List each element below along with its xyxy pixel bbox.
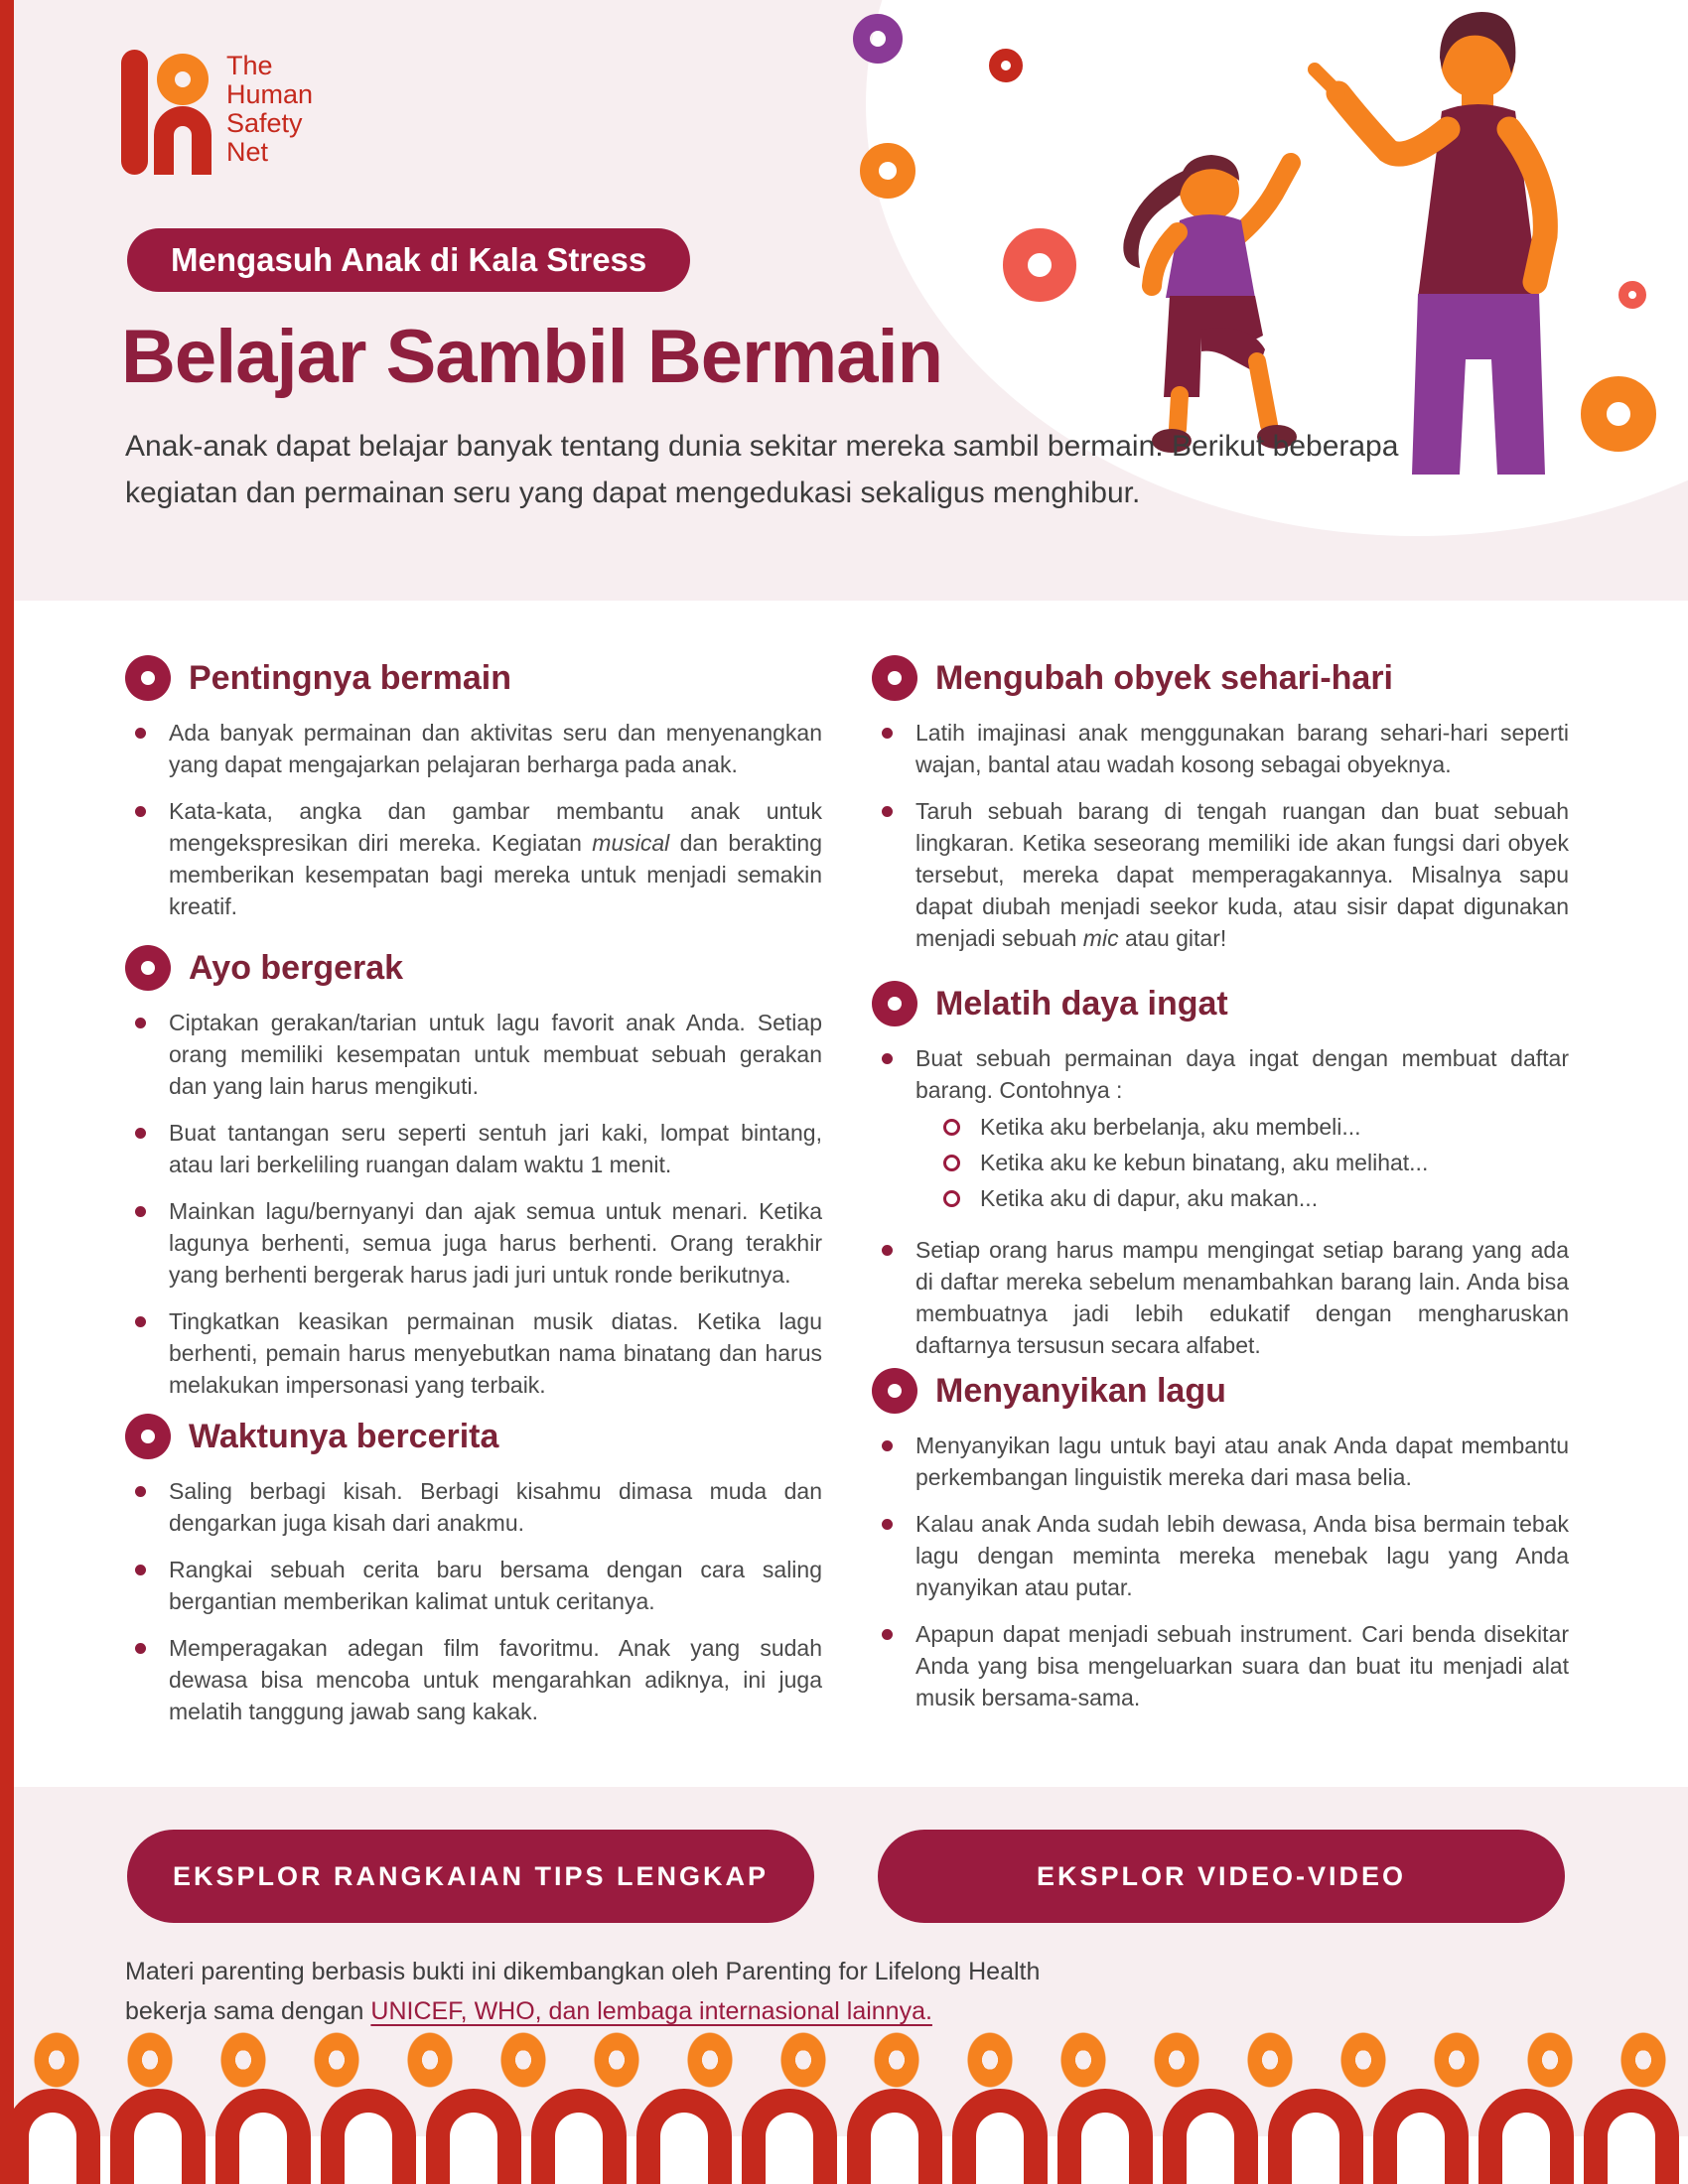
bullet-dot-icon [882, 1519, 893, 1530]
sub-bullet-text: Ketika aku berbelanja, aku membeli... [980, 1114, 1361, 1140]
bullet-item [872, 1234, 1569, 1361]
section-heading-row [872, 1368, 1569, 1414]
page-title: Belajar Sambil Bermain [121, 315, 943, 399]
bullet-dot-icon [135, 806, 146, 817]
section-heading: Menyanyikan lagu [935, 1371, 1226, 1410]
logo-wordmark [226, 50, 313, 167]
section-heading: Waktunya bercerita [189, 1417, 499, 1455]
credit-text [125, 1952, 1148, 2031]
child-figure [1123, 155, 1297, 453]
section-heading-row [872, 981, 1569, 1026]
donut-circle-icon [125, 945, 171, 991]
bullet-dot-icon [135, 1565, 146, 1575]
bullet-item [125, 1305, 822, 1401]
section-heading-row [872, 655, 1569, 701]
human-safety-net-h-icon [121, 50, 212, 175]
bullet-dot-icon [135, 1643, 146, 1654]
tip-section [872, 1368, 1569, 1728]
bullet-item [125, 795, 822, 922]
donut-decoration-orange-icon [860, 143, 915, 199]
bullet-item [125, 1117, 822, 1180]
bullet-text: Latih imajinasi anak menggunakan barang sehari-hari seperti wajan, bantal atau wadah kosong sebagai obyeknya. [915, 720, 1569, 777]
tip-section [125, 945, 822, 1416]
tip-section [872, 981, 1569, 1376]
credit-line2-prefix: bekerja sama dengan [125, 1997, 371, 2025]
logo-line: Safety [226, 108, 303, 138]
donut-circle-icon [872, 655, 917, 701]
adult-figure [1315, 12, 1545, 475]
bullet-dot-icon [882, 1629, 893, 1640]
bullet-dot-icon [882, 1245, 893, 1256]
section-heading: Pentingnya bermain [189, 658, 511, 697]
open-circle-icon [943, 1119, 960, 1136]
bullet-text: Ada banyak permainan dan aktivitas seru dan menyenangkan yang dapat mengajarkan pelajaran berharga pada anak. [169, 720, 822, 777]
bullet-text: Tingkatkan keasikan permainan musik diatas. Ketika lagu berhenti, pemain harus menyebutkan nama binatang dan harus melakukan impersonasi yang terbaik. [169, 1308, 822, 1398]
bullet-text: Kata-kata, angka dan gambar membantu anak untuk mengekspresikan diri mereka. Kegiatan musical dan berakting memberikan kesempatan bagi mereka untuk menjadi semakin kreatif. [169, 798, 822, 919]
open-circle-icon [943, 1190, 960, 1207]
section-heading: Ayo bergerak [189, 948, 404, 987]
bullet-dot-icon [135, 728, 146, 739]
bullet-text: Taruh sebuah barang di tengah ruangan dan buat sebuah lingkaran. Ketika seseorang memiliki ide akan fungsi dari obyek tersebut, mereka dapat memperagakannya. Misalnya sapu dapat diubah menjadi seekor kuda, atau sisir dapat digunakan menjadi sebuah mic atau gitar! [915, 798, 1569, 951]
credit-line1: Materi parenting berbasis bukti ini dikembangkan oleh Parenting for Lifelong Health [125, 1958, 1041, 1985]
red-arch-scallop-decoration [0, 2089, 1688, 2184]
bullet-dot-icon [882, 1440, 893, 1451]
intro-paragraph: Anak-anak dapat belajar banyak tentang dunia sekitar mereka sambil bermain. Berikut beberapa kegiatan dan permainan seru yang dapat mengedukasi sekaligus menghibur. [125, 430, 1399, 509]
donut-decoration-red-icon [989, 49, 1023, 82]
sub-bullet-item [943, 1183, 1569, 1214]
bullet-item [125, 1554, 822, 1617]
bullet-dot-icon [135, 1316, 146, 1327]
bullet-text: Setiap orang harus mampu mengingat setiap barang yang ada di daftar mereka sebelum menambahkan barang lain. Anda bisa membuatnya jadi lebih edukatif dengan mengharuskan daftarnya tersusun secara alfabet. [915, 1237, 1569, 1358]
sub-bullet-text: Ketika aku ke kebun binatang, aku melihat... [980, 1150, 1429, 1175]
open-circle-icon [943, 1155, 960, 1171]
bullet-text: Saling berbagi kisah. Berbagi kisahmu dimasa muda dan dengarkan juga kisah dari anakmu. [169, 1478, 822, 1536]
bullet-text: Kalau anak Anda sudah lebih dewasa, Anda bisa bermain tebak lagu dengan meminta mereka menebak lagu yang Anda nyanyikan atau putar. [915, 1511, 1569, 1600]
bullet-item [872, 1508, 1569, 1603]
bullet-dot-icon [135, 1018, 146, 1028]
sub-bullet-item [943, 1148, 1569, 1178]
donut-circle-icon [872, 981, 917, 1026]
donut-decoration-purple-icon [853, 14, 903, 64]
bullet-dot-icon [135, 1206, 146, 1217]
bullet-item [125, 1475, 822, 1539]
bullet-dot-icon [882, 728, 893, 739]
bullet-text: Buat sebuah permainan daya ingat dengan membuat daftar barang. Contohnya : Ketika aku berbelanja, aku membeli... Ketika aku ke kebun binatang, aku melihat... Ketika aku di dapur, aku makan... [915, 1042, 1569, 1219]
bullet-dot-icon [135, 1128, 146, 1139]
header-band [0, 0, 1688, 601]
explore-videos-button[interactable]: EKSPLOR VIDEO-VIDEO [878, 1830, 1565, 1923]
explore-tips-button[interactable]: EKSPLOR RANGKAIAN TIPS LENGKAP [127, 1830, 814, 1923]
donut-circle-icon [872, 1368, 917, 1414]
bullet-item [125, 717, 822, 780]
bullet-item [872, 1042, 1569, 1219]
section-heading-row [125, 1414, 822, 1459]
sub-bullet-item [943, 1112, 1569, 1143]
bullet-dot-icon [882, 806, 893, 817]
sub-bullet-text: Ketika aku di dapur, aku makan... [980, 1185, 1319, 1211]
bullet-text: Mainkan lagu/bernyanyi dan ajak semua untuk menari. Ketika lagunya berhenti, semua juga harus berhenti. Orang terakhir yang berhenti bergerak harus jadi juri untuk ronde berikutnya. [169, 1198, 822, 1288]
tip-section [125, 1414, 822, 1742]
section-heading-row [125, 945, 822, 991]
bullet-item [872, 1430, 1569, 1493]
logo [121, 50, 313, 175]
donut-circle-icon [125, 1414, 171, 1459]
bullet-text: Memperagakan adegan film favoritmu. Anak yang sudah dewasa bisa mencoba untuk mengarahkan adiknya, ini juga melatih tanggung jawab sang kakak. [169, 1635, 822, 1724]
bullet-text: Apapun dapat menjadi sebuah instrument. Cari benda disekitar Anda yang bisa mengeluarkan suara dan buat itu menjadi alat musik bersama-sama. [915, 1621, 1569, 1710]
bullet-item [872, 1618, 1569, 1713]
sub-bullet-list [943, 1112, 1569, 1214]
bullet-text: Menyanyikan lagu untuk bayi atau anak Anda dapat membantu perkembangan linguistik mereka dari masa belia. [915, 1433, 1569, 1490]
bullet-dot-icon [135, 1486, 146, 1497]
tip-section [872, 655, 1569, 969]
logo-line: Human [226, 79, 314, 109]
bullet-item [872, 717, 1569, 780]
bullet-item [125, 1195, 822, 1291]
parent-child-illustration [1053, 0, 1628, 475]
bullet-item [125, 1632, 822, 1727]
logo-line: Net [226, 137, 269, 167]
bullet-item [125, 1007, 822, 1102]
topic-badge: Mengasuh Anak di Kala Stress [127, 228, 690, 292]
bullet-item [872, 795, 1569, 954]
bullet-text: Ciptakan gerakan/tarian untuk lagu favorit anak Anda. Setiap orang memiliki kesempatan untuk membuat sebuah gerakan dan yang lain harus mengikuti. [169, 1010, 822, 1099]
section-heading: Mengubah obyek sehari-hari [935, 658, 1393, 697]
orange-donut-row-decoration [0, 2031, 1688, 2089]
bullet-text: Buat tantangan seru seperti sentuh jari kaki, lompat bintang, atau lari berkeliling ruangan dalam waktu 1 menit. [169, 1120, 822, 1177]
donut-circle-icon [125, 655, 171, 701]
section-heading-row [125, 655, 822, 701]
credit-link[interactable]: UNICEF, WHO, dan lembaga internasional lainnya. [370, 1997, 932, 2025]
left-edge-red-strip [0, 0, 14, 2184]
bullet-text: Rangkai sebuah cerita baru bersama dengan cara saling bergantian memberikan kalimat untuk ceritanya. [169, 1557, 822, 1614]
logo-line: The [226, 51, 273, 80]
tip-section [125, 655, 822, 937]
bullet-dot-icon [882, 1053, 893, 1064]
section-heading: Melatih daya ingat [935, 984, 1228, 1023]
